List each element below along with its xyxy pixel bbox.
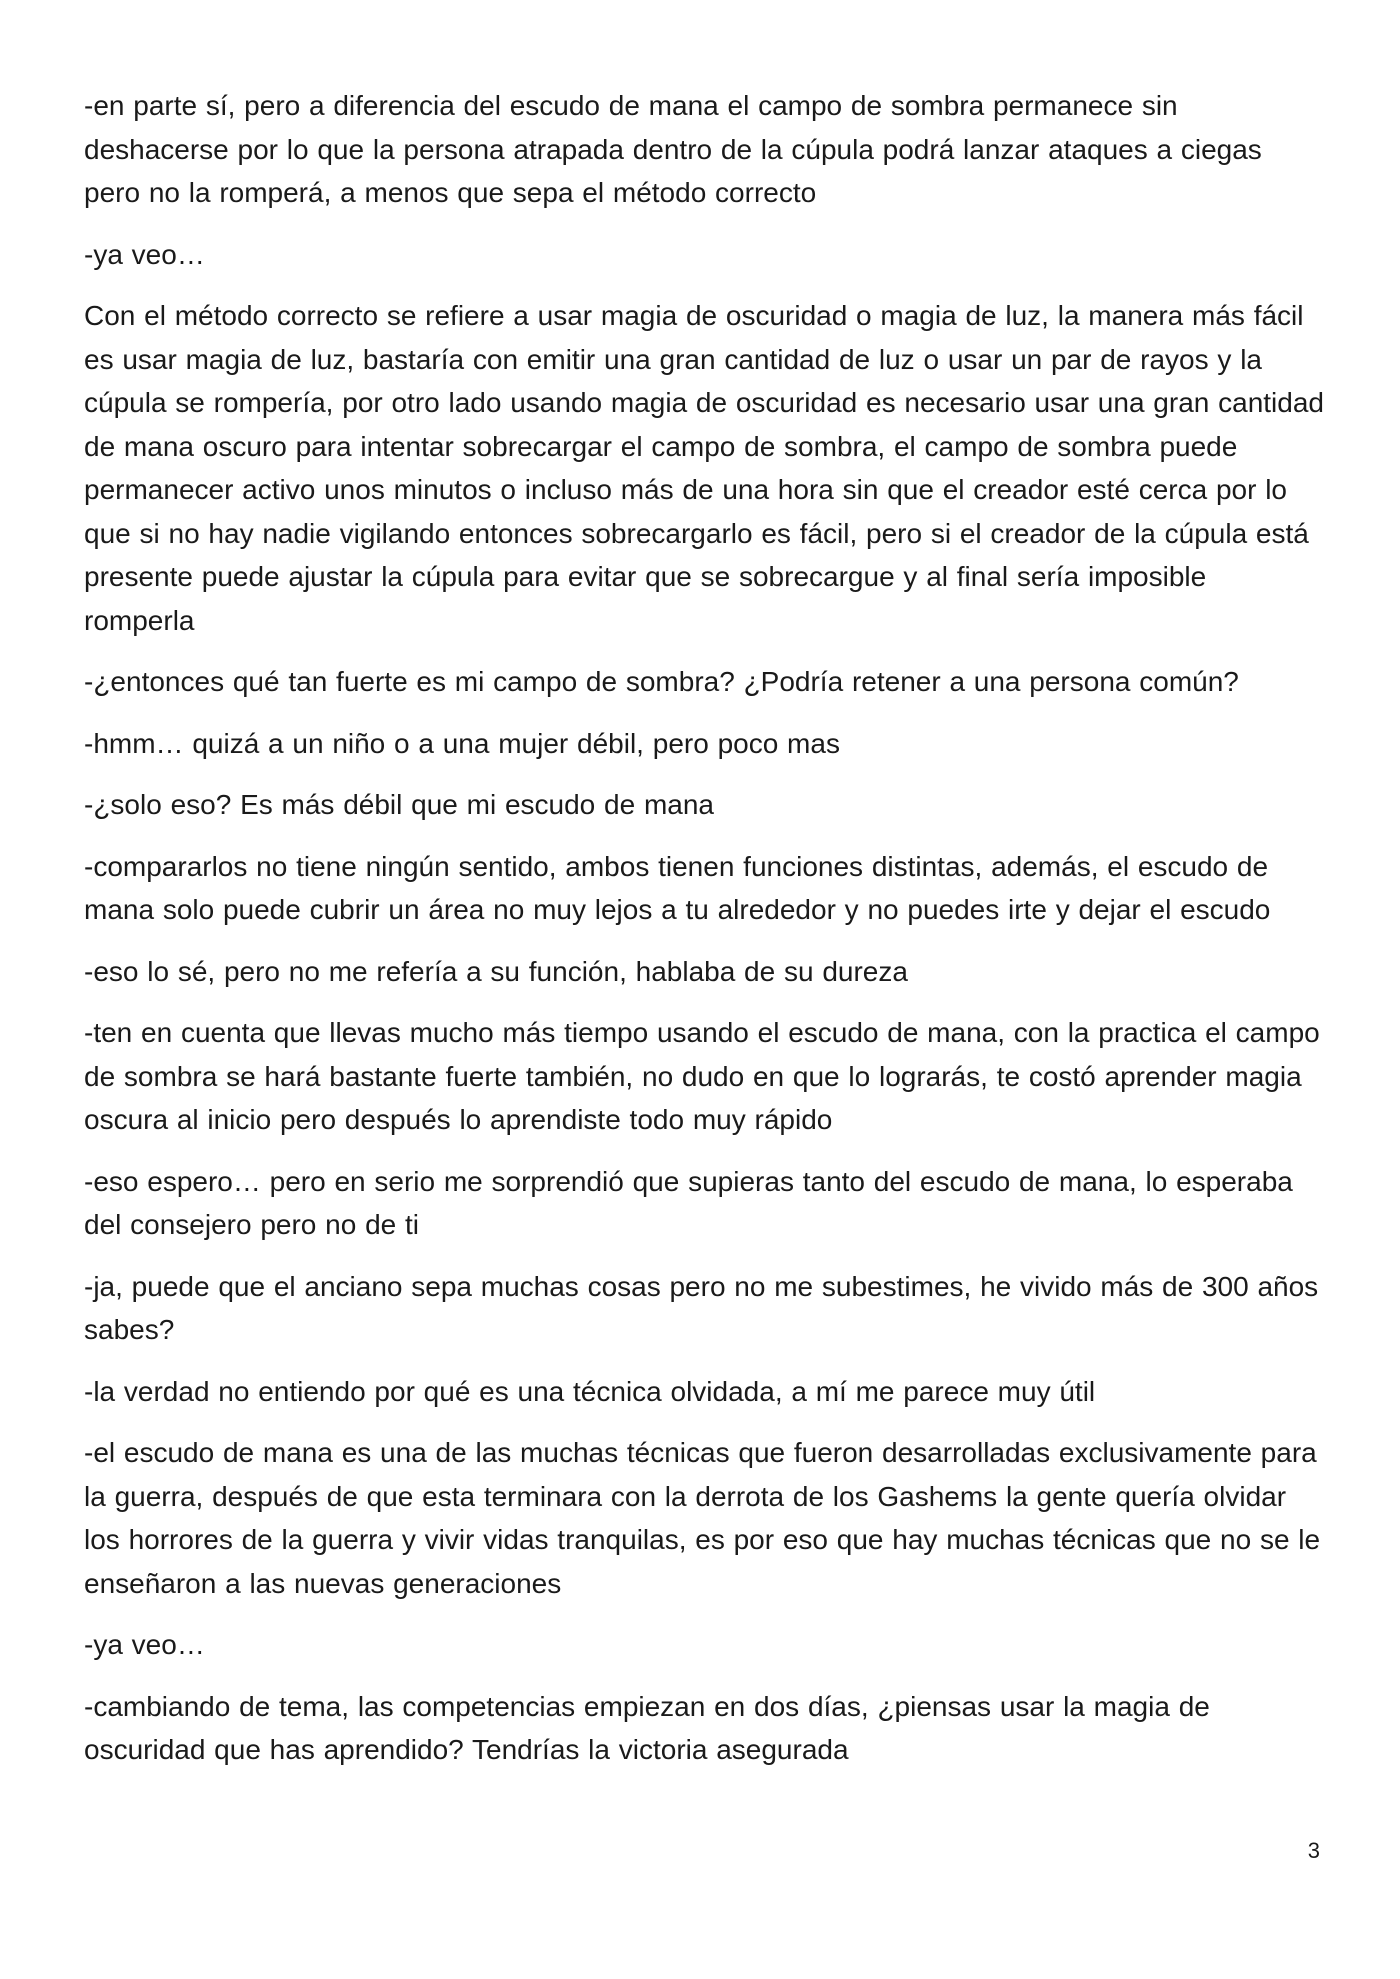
paragraph: -en parte sí, pero a diferencia del escudo de mana el campo de sombra permanece sin deshacerse por lo que la persona atrapada dentro de la cúpula podrá lanzar ataques a ciegas pero no la romperá, a menos que sepa el método correcto (84, 90, 1262, 208)
paragraph: -ya veo… (84, 1629, 205, 1660)
document-body (84, 84, 1324, 1790)
paragraph: -el escudo de mana es una de las muchas técnicas que fueron desarrolladas exclusivamente para la guerra, después de que esta terminara con la derrota de los Gashems la gente quería olvidar los horrores de la guerra y vivir vidas tranquilas, es por eso que hay muchas técnicas que no se le enseñaron a las nuevas generaciones (84, 1437, 1321, 1599)
paragraph: -ja, puede que el anciano sepa muchas cosas pero no me subestimes, he vivido más de 300 años sabes? (84, 1270, 1319, 1345)
paragraph: -compararlos no tiene ningún sentido, ambos tienen funciones distintas, además, el escudo de mana solo puede cubrir un área no muy lejos a tu alrededor y no puedes irte y dejar el escudo (84, 850, 1271, 925)
paragraph: -ten en cuenta que llevas mucho más tiempo usando el escudo de mana, con la practica el campo de sombra se hará bastante fuerte también, no dudo en que lo lograrás, te costó aprender magia oscura al inicio pero después lo aprendiste todo muy rápido (84, 1017, 1320, 1135)
paragraph: -la verdad no entiendo por qué es una técnica olvidada, a mí me parece muy útil (84, 1375, 1096, 1407)
paragraph: -hmm… quizá a un niño o a una mujer débil, pero poco mas (84, 727, 840, 759)
paragraph: Con el método correcto se refiere a usar magia de oscuridad o magia de luz, la manera más fácil es usar magia de luz, bastaría con emitir una gran cantidad de luz o usar un par de rayos y la cúpula se rompería, por otro lado usando magia de oscuridad es necesario usar una gran cantidad de mana oscuro para intentar sobrecargar el campo de sombra, el campo de sombra puede permanecer activo unos minutos o incluso más de una hora sin que el creador esté cerca por lo que si no hay nadie vigilando entonces sobrecargarlo es fácil, pero si el creador de la cúpula está presente puede ajustar la cúpula para evitar que se sobrecargue y al final sería imposible romperla (84, 300, 1324, 636)
page-number: 3 (1307, 1838, 1320, 1863)
paragraph: -eso espero… pero en serio me sorprendió que supieras tanto del escudo de mana, lo esperaba del consejero pero no de ti (84, 1165, 1293, 1240)
paragraph: -¿entonces qué tan fuerte es mi campo de sombra? ¿Podría retener a una persona común? (84, 666, 1239, 697)
paragraph: -cambiando de tema, las competencias empiezan en dos días, ¿piensas usar la magia de oscuridad que has aprendido? Tendrías la victoria asegurada (84, 1690, 1210, 1765)
paragraph: -eso lo sé, pero no me refería a su función, hablaba de su dureza (84, 955, 908, 987)
paragraph: -¿solo eso? Es más débil que mi escudo de mana (84, 789, 714, 820)
paragraph: -ya veo… (84, 238, 205, 270)
